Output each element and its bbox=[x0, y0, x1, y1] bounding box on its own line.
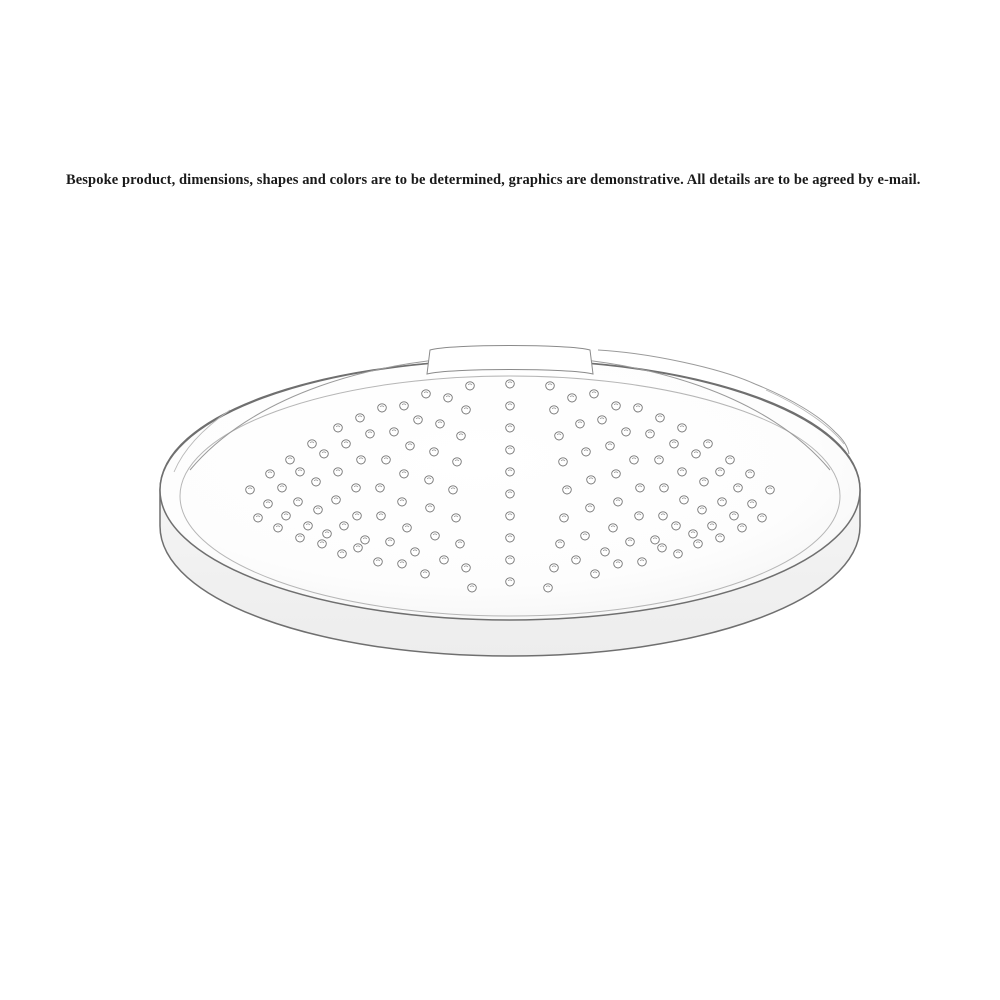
shower-head-body bbox=[160, 346, 860, 657]
disclaimer-text: Bespoke product, dimensions, shapes and colors are to be determined, graphics are demonstrative. All details are to be agreed by e-mail. bbox=[66, 171, 921, 188]
product-illustration bbox=[130, 320, 890, 740]
